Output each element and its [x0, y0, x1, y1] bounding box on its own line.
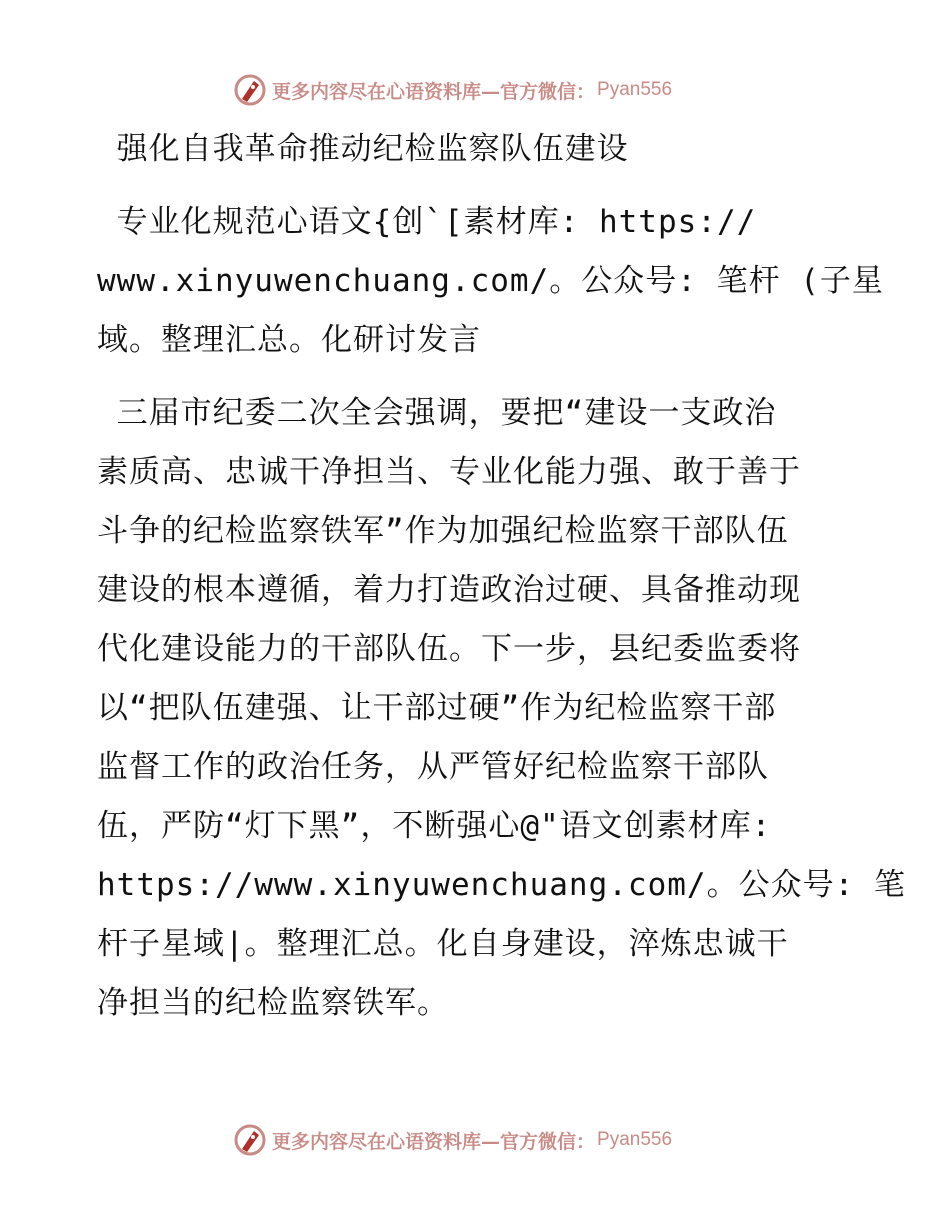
watermark-wechat-id: Pyan556 [597, 79, 673, 100]
paragraph-line: www.xinyuwenchuang.com/。公众号: 笔杆 (子星 [97, 263, 884, 299]
paragraph-line: 伍，严防“灯下黑”，不断强心@"语文创素材库: [97, 808, 772, 844]
footer-watermark [232, 1120, 752, 1160]
header-watermark [232, 70, 752, 110]
watermark-wechat-id: Pyan556 [597, 1129, 673, 1150]
paragraph-2 [97, 384, 906, 1033]
paragraph-line: 三届市纪委二次全会强调，要把“建设一支政治 [97, 395, 777, 431]
paragraph-line: 斗争的纪检监察铁军”作为加强纪检监察干部队伍 [97, 513, 789, 549]
paragraph-line: 代化建设能力的干部队伍。下一步，县纪委监委将 [97, 631, 801, 667]
watermark-text: 更多内容尽在心语资料库—官方微信： [272, 1130, 596, 1153]
paragraph-line: 杆子星域|。整理汇总。化自身建设，淬炼忠诚干 [97, 926, 789, 962]
paragraph-line: 建设的根本遵循，着力打造政治过硬、具备推动现 [97, 572, 801, 608]
paragraph-1 [97, 193, 884, 370]
document-body [97, 120, 906, 1033]
paragraph-line: https://www.xinyuwenchuang.com/。公众号: 笔 [97, 867, 906, 903]
paragraph-line: 净担当的纪检监察铁军。 [97, 985, 449, 1021]
paragraph-line: 域。整理汇总。化研讨发言 [97, 322, 481, 358]
watermark-text: 更多内容尽在心语资料库—官方微信： [272, 80, 596, 103]
paragraph-line: 专业化规范心语文{创`[素材库: https:// [97, 204, 757, 240]
document-title: 强化自我革命推动纪检监察队伍建设 [97, 131, 629, 167]
paragraph-line: 以“把队伍建强、让干部过硬”作为纪检监察干部 [97, 690, 777, 726]
pen-nib-circle-icon [232, 1122, 268, 1158]
pen-nib-circle-icon [232, 72, 268, 108]
paragraph-line: 素质高、忠诚干净担当、专业化能力强、敢于善于 [97, 454, 801, 490]
paragraph-line: 监督工作的政治任务，从严管好纪检监察干部队 [97, 749, 769, 785]
